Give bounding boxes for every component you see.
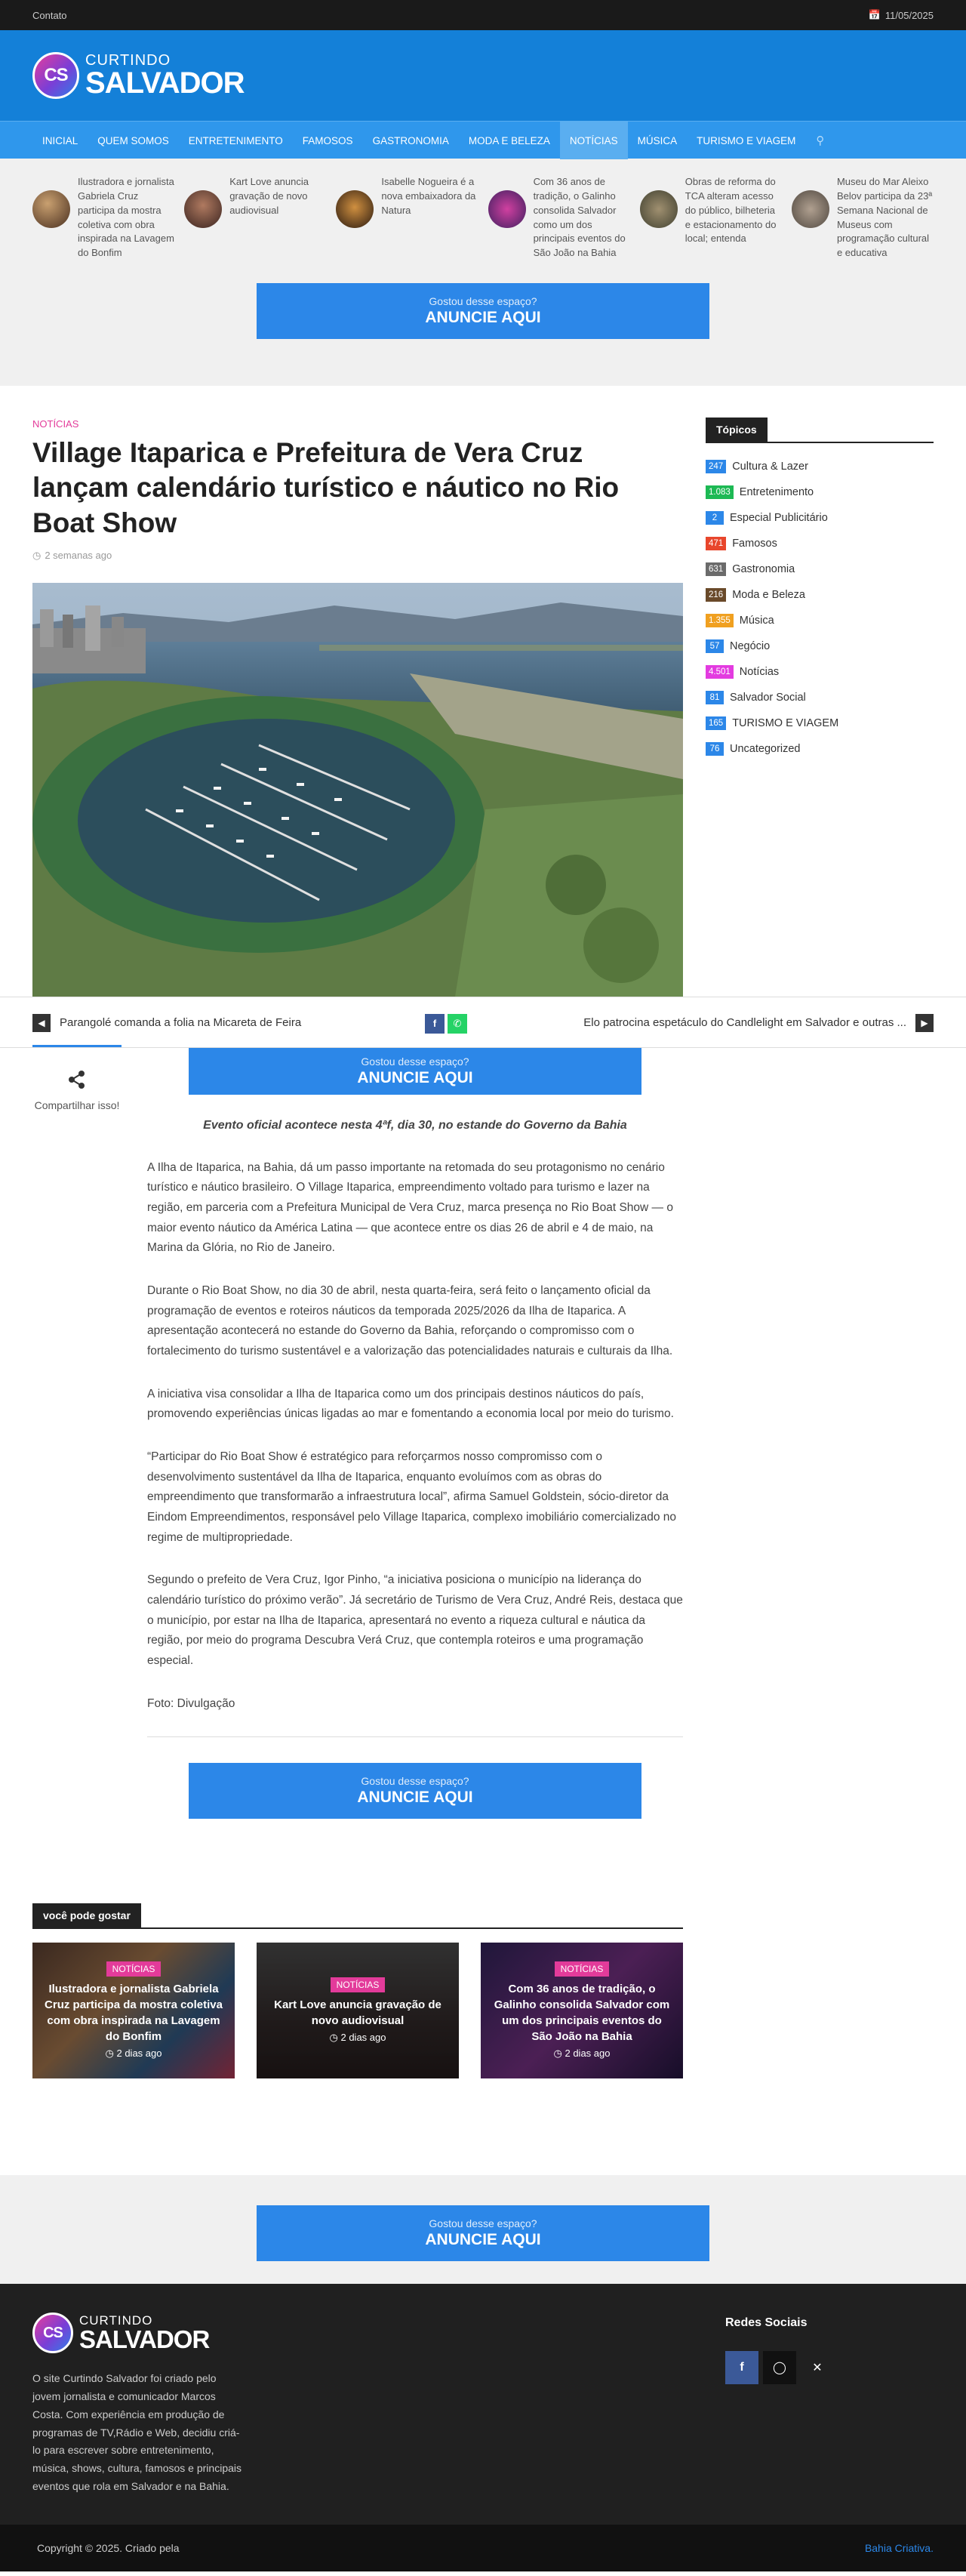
trending-thumbnail (336, 190, 374, 228)
trending-thumbnail (32, 190, 70, 228)
share-icon[interactable] (32, 1070, 122, 1092)
nav-turismo[interactable]: TURISMO E VIAGEM (697, 134, 796, 146)
trending-title: Com 36 anos de tradição, o Galinho consolida Salvador como um dos principais eventos do São João na Bahia (533, 176, 626, 259)
prev-post-link[interactable] (32, 1014, 301, 1032)
topic-label: Moda e Beleza (732, 589, 805, 602)
trending-thumbnail (184, 190, 222, 228)
related-heading: você pode gostar (32, 1903, 141, 1927)
topic-count: 631 (706, 562, 726, 576)
related-section (32, 1903, 683, 2078)
ad-small-text: Gostou desse espaço? (429, 295, 537, 308)
credit-link[interactable]: Bahia Criativa. (864, 2541, 934, 2554)
trending-item[interactable] (184, 175, 326, 260)
copyright-text: Copyright © 2025. Criado pela (37, 2541, 180, 2554)
chevron-left-icon: ◀ (32, 1014, 51, 1032)
clock-icon: ◷ (329, 2032, 338, 2044)
photo-credit: Foto: Divulgação (147, 1696, 235, 1710)
logo-line2: SALVADOR (79, 2325, 210, 2354)
related-title: Ilustradora e jornalista Gabriela Cruz participa da mostra coletiva com obra inspirada na Lavagem do Bonfim (45, 1983, 223, 2044)
ad-big-text: ANUNCIE AQUI (357, 1068, 473, 1086)
related-badge: NOTÍCIAS (106, 1961, 162, 1977)
topic-label: Cultura & Lazer (732, 461, 808, 473)
clock-icon: ◷ (105, 2048, 114, 2060)
post-navigation (0, 997, 966, 1048)
nav-famosos[interactable]: FAMOSOS (302, 134, 353, 146)
article-paragraph: Segundo o prefeito de Vera Cruz, Igor Pinho, “a iniciativa posiciona o município na liderança do calendário turístico do próximo verão”. Já secretário de Turismo de Vera Cruz, André Reis, destaca que o município, por estar na Ilha de Itaparica, apresentará no evento a riqueza cultural e náutica da região, por meio do programa Descubra Verá Cruz, que contempla roteiros e uma programação especial. (147, 1573, 683, 1667)
topic-label: Uncategorized (730, 743, 801, 756)
trending-item[interactable] (792, 175, 934, 260)
ad-small-text: Gostou desse espaço? (361, 1775, 469, 1788)
nav-quem-somos[interactable]: QUEM SOMOS (97, 134, 169, 146)
trending-title: Museu do Mar Aleixo Belov participa da 23ª Semana Nacional de Museus com programação cultural e educativa (836, 176, 933, 259)
topic-item[interactable] (706, 454, 934, 479)
bottom-ad-section (0, 2175, 966, 2284)
ad-banner-article-bottom[interactable] (189, 1763, 641, 1819)
contact-link[interactable]: Contato (32, 9, 67, 21)
article-paragraph: A iniciativa visa consolidar a Ilha de Itaparica como um dos principais destinos náuticos do país, promovendo experiências únicas ligadas ao mar e fomentando a economia local por meio do turismo. (147, 1387, 674, 1421)
x-twitter-icon[interactable]: ✕ (801, 2351, 834, 2384)
facebook-icon[interactable]: f (425, 1014, 445, 1034)
topic-label: Famosos (732, 538, 777, 550)
nav-gastronomia[interactable]: GASTRONOMIA (372, 134, 449, 146)
article-time (32, 550, 683, 562)
nav-inicial[interactable]: INICIAL (42, 134, 78, 146)
topic-count: 2 (706, 511, 724, 525)
topic-item[interactable] (706, 710, 934, 736)
article-title: Village Itaparica e Prefeitura de Vera Cruz lançam calendário turístico e náutico no Rio Boat Show (32, 437, 620, 538)
top-bar (0, 0, 966, 30)
topic-label: Gastronomia (732, 563, 795, 576)
share-label: Compartilhar isso! (34, 1098, 120, 1111)
share-buttons (425, 1014, 467, 1034)
topic-item[interactable] (706, 659, 934, 685)
topic-count: 57 (706, 639, 724, 653)
facebook-icon[interactable]: f (725, 2351, 758, 2384)
topic-item[interactable] (706, 479, 934, 505)
trending-title: Isabelle Nogueira é a nova embaixadora da Natura (381, 176, 476, 216)
share-accent-bar (32, 1045, 122, 1047)
topics-list (706, 454, 934, 762)
nav-moda-beleza[interactable]: MODA E BELEZA (468, 134, 550, 146)
article-hero-image (32, 583, 683, 997)
logo-badge: CS (32, 2313, 73, 2353)
trending-item[interactable] (336, 175, 478, 260)
topic-count: 76 (706, 742, 724, 756)
logo-line1: CURTINDO (85, 52, 171, 69)
topic-label: TURISMO E VIAGEM (732, 717, 839, 730)
logo-line2: SALVADOR (85, 66, 245, 100)
next-post-link[interactable] (583, 1014, 934, 1032)
ad-banner-bottom[interactable] (257, 2205, 709, 2261)
topic-count: 1.083 (706, 485, 734, 499)
trending-title: Ilustradora e jornalista Gabriela Cruz participa da mostra coletiva com obra inspirada na Lavagem do Bonfim (78, 176, 174, 259)
chevron-right-icon: ▶ (915, 1014, 934, 1032)
related-card[interactable] (32, 1943, 235, 2078)
article-lead: Evento oficial acontece nesta 4ªf, dia 30, no estande do Governo da Bahia (203, 1118, 627, 1132)
trending-item[interactable] (640, 175, 782, 260)
topic-count: 471 (706, 537, 726, 550)
ad-big-text: ANUNCIE AQUI (357, 1789, 473, 1807)
logo-line1: CURTINDO (79, 2313, 153, 2328)
article-paragraph: A Ilha de Itaparica, na Bahia, dá um passo importante na retomada do seu protagonismo no cenário turístico e náutico brasileiro. O Village Itaparica, empreendimento voltado para turismo e lazer na região, em parceria com a Prefeitura Municipal de Vera Cruz, marca presença no Rio Boat Show — o maior evento náutico da América Latina — que acontece entre os dias 26 de abril e 4 de maio, na Marina da Glória, no Rio de Janeiro. (147, 1160, 673, 1255)
clock-icon: ◷ (32, 549, 42, 561)
topic-count: 81 (706, 691, 724, 704)
trending-item[interactable] (488, 175, 630, 260)
related-time: 2 dias ago (116, 2048, 162, 2060)
trending-title: Kart Love anuncia gravação de novo audiovisual (229, 176, 309, 216)
sidebar-heading: Tópicos (706, 418, 768, 442)
topic-item[interactable] (706, 736, 934, 762)
divider (147, 1736, 683, 1737)
ad-small-text: Gostou desse espaço? (429, 2217, 537, 2230)
topic-label: Salvador Social (730, 692, 806, 704)
trending-thumbnail (792, 190, 829, 228)
ad-banner-top[interactable] (257, 283, 709, 339)
topic-item[interactable] (706, 608, 934, 633)
topic-label: Negócio (730, 640, 771, 653)
prev-post-title: Parangolé comanda a folia na Micareta de Feira (60, 1016, 302, 1030)
topic-item[interactable] (706, 633, 934, 659)
trending-section (0, 159, 966, 386)
site-footer (0, 2284, 966, 2571)
topic-count: 165 (706, 716, 726, 730)
related-time: 2 dias ago (565, 2048, 611, 2060)
article-paragraph: Durante o Rio Boat Show, no dia 30 de abril, nesta quarta-feira, será feito o lançamento oficial da programação de eventos e roteiros náuticos da temporada 2025/2026 da Ilha de Itaparica. A apresentação acontecerá no estande do Governo da Bahia, reforçando o compromisso com o fortalecimento do turismo sustentável e a valorização das potencialidades naturais e culturais da Ilha. (147, 1284, 673, 1358)
article-time-text: 2 semanas ago (45, 550, 112, 562)
topic-count: 247 (706, 460, 726, 473)
related-title: Com 36 anos de tradição, o Galinho consolida Salvador com um dos principais eventos do São João na Bahia (494, 1983, 670, 2044)
related-time: 2 dias ago (340, 2032, 386, 2044)
topic-item[interactable] (706, 531, 934, 556)
trending-thumbnail (488, 190, 526, 228)
related-card[interactable] (257, 1943, 459, 2078)
nav-entretenimento[interactable]: ENTRETENIMENTO (188, 134, 283, 146)
current-date: 11/05/2025 (884, 9, 934, 21)
article-category[interactable]: NOTÍCIAS (32, 418, 79, 430)
calendar-icon: 📅 (868, 9, 881, 20)
ad-banner-article-top[interactable] (189, 1048, 641, 1095)
footer-logo[interactable] (32, 2313, 244, 2353)
sidebar (706, 418, 934, 997)
topic-item[interactable] (706, 556, 934, 582)
clock-icon: ◷ (553, 2048, 562, 2060)
trending-title: Obras de reforma do TCA alteram acesso do público, bilheteria e estacionamento do local; entenda (685, 176, 777, 245)
topic-item[interactable] (706, 685, 934, 710)
topic-label: Música (739, 615, 774, 627)
related-card[interactable] (481, 1943, 683, 2078)
ad-big-text: ANUNCIE AQUI (425, 309, 541, 327)
related-badge: NOTÍCIAS (331, 1977, 386, 1992)
copyright-bar (0, 2525, 966, 2571)
trending-item[interactable] (32, 175, 174, 260)
ad-small-text: Gostou desse espaço? (361, 1055, 469, 1068)
search-icon[interactable]: ⚲ (816, 134, 825, 147)
article (32, 418, 683, 997)
date-display (869, 9, 934, 21)
ad-big-text: ANUNCIE AQUI (425, 2231, 541, 2249)
related-title: Kart Love anuncia gravação de novo audiovisual (274, 1998, 441, 2028)
footer-description: O site Curtindo Salvador foi criado pelo jovem jornalista e comunicador Marcos Costa. Com experiência em produção de programas de TV,Rádio e Web, decidiu criá-lo para escrever sobre entretenimento, música, shows, cultura, famosos e principais eventos que rola em Salvador e na Bahia. (32, 2372, 242, 2493)
topic-count: 216 (706, 588, 726, 602)
logo-badge: CS (32, 52, 79, 99)
topic-label: Especial Publicitário (730, 512, 828, 525)
topic-count: 1.355 (706, 614, 734, 627)
social-heading: Redes Sociais (725, 2316, 808, 2330)
trending-thumbnail (640, 190, 678, 228)
site-header (0, 30, 966, 121)
topic-item[interactable] (706, 505, 934, 531)
article-content (147, 1048, 683, 1819)
next-post-title: Elo patrocina espetáculo do Candlelight em Salvador e outras ... (583, 1016, 906, 1030)
topic-item[interactable] (706, 582, 934, 608)
related-badge: NOTÍCIAS (555, 1961, 610, 1977)
topic-label: Notícias (739, 666, 780, 679)
topic-label: Entretenimento (739, 486, 814, 499)
whatsapp-icon[interactable]: ✆ (448, 1014, 467, 1034)
main-nav (0, 121, 966, 159)
site-logo[interactable] (32, 52, 245, 99)
nav-musica[interactable]: MÚSICA (637, 134, 678, 146)
share-column (32, 1048, 122, 1819)
topic-count: 4.501 (706, 665, 734, 679)
nav-noticias[interactable]: NOTÍCIAS (560, 122, 628, 159)
instagram-icon[interactable]: ◯ (763, 2351, 796, 2384)
article-paragraph: “Participar do Rio Boat Show é estratégico para reforçarmos nosso compromisso com o desenvolvimento sustentável da Ilha de Itaparica, enquanto evoluímos com as obras do empreendimento que transformarão a infraestrutura local”, afirma Samuel Goldstein, sócio-diretor da Eindom Empreendimentos, responsável pelo Village Itaparica, complexo imobiliário comercializado no regime de multipropriedade. (147, 1450, 677, 1544)
